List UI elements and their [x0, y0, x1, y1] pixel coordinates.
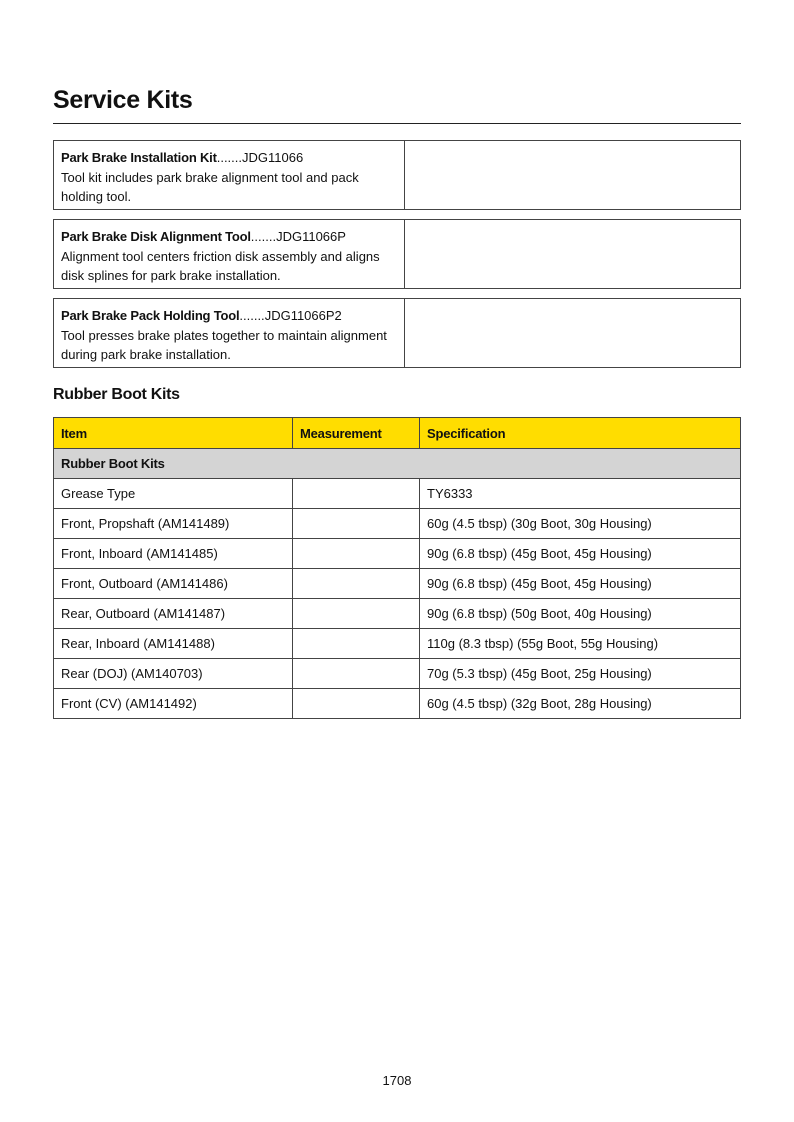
tool-part-number: JDG11066P2 — [264, 308, 342, 323]
tool-text — [54, 299, 405, 367]
cell-measurement — [293, 629, 420, 659]
cell-measurement — [293, 479, 420, 509]
tool-leader-dots: ....... — [216, 150, 243, 165]
cell-measurement — [293, 509, 420, 539]
table-group-row — [54, 449, 741, 479]
cell-measurement — [293, 689, 420, 719]
cell-measurement — [293, 599, 420, 629]
tool-name: Park Brake Disk Alignment Tool — [61, 229, 251, 244]
cell-specification: 60g (4.5 tbsp) (32g Boot, 28g Housing) — [420, 689, 741, 719]
table-row — [54, 599, 741, 629]
page-number: 1708 — [382, 1073, 412, 1088]
tool-text — [54, 141, 405, 209]
tool-part-number: JDG11066 — [242, 150, 304, 165]
cell-item: Front, Propshaft (AM141489) — [54, 509, 293, 539]
tool-name: Park Brake Installation Kit — [61, 150, 217, 165]
cell-item: Front, Inboard (AM141485) — [54, 539, 293, 569]
tool-description: Tool kit includes park brake alignment tool and pack holding tool. — [61, 169, 359, 204]
tool-image-area — [405, 220, 740, 288]
cell-specification: 90g (6.8 tbsp) (45g Boot, 45g Housing) — [420, 569, 741, 599]
table-row — [54, 689, 741, 719]
rubber-boot-spec-table — [53, 417, 741, 719]
tool-description: Tool presses brake plates together to maintain alignment during park brake installation. — [61, 327, 387, 362]
cell-measurement — [293, 569, 420, 599]
tool-box-pack-holding-tool — [53, 298, 741, 368]
tool-leader-dots: ....... — [250, 229, 277, 244]
cell-specification: 90g (6.8 tbsp) (50g Boot, 40g Housing) — [420, 599, 741, 629]
table-row — [54, 629, 741, 659]
tool-description: Alignment tool centers friction disk assembly and aligns disk splines for park brake installation. — [61, 248, 380, 283]
section-title-rubber-boot-kits: Rubber Boot Kits — [53, 386, 180, 403]
cell-specification: 70g (5.3 tbsp) (45g Boot, 25g Housing) — [420, 659, 741, 689]
table-row — [54, 569, 741, 599]
cell-specification: 60g (4.5 tbsp) (30g Boot, 30g Housing) — [420, 509, 741, 539]
header-item: Item — [54, 418, 293, 449]
table-header-row — [54, 418, 741, 449]
cell-item: Front (CV) (AM141492) — [54, 689, 293, 719]
tool-name: Park Brake Pack Holding Tool — [61, 308, 240, 323]
cell-item: Grease Type — [54, 479, 293, 509]
table-row — [54, 509, 741, 539]
cell-item: Rear (DOJ) (AM140703) — [54, 659, 293, 689]
group-label: Rubber Boot Kits — [54, 449, 741, 479]
header-measurement: Measurement — [293, 418, 420, 449]
table-row — [54, 479, 741, 509]
tool-text — [54, 220, 405, 288]
tool-leader-dots: ....... — [239, 308, 265, 323]
tool-image-area — [405, 299, 740, 367]
table-row — [54, 539, 741, 569]
cell-item: Front, Outboard (AM141486) — [54, 569, 293, 599]
cell-measurement — [293, 539, 420, 569]
table-row — [54, 659, 741, 689]
tool-box-installation-kit — [53, 140, 741, 210]
tool-part-number: JDG11066P — [276, 229, 346, 244]
cell-specification: TY6333 — [420, 479, 741, 509]
cell-measurement — [293, 659, 420, 689]
header-specification: Specification — [420, 418, 741, 449]
cell-specification: 90g (6.8 tbsp) (45g Boot, 45g Housing) — [420, 539, 741, 569]
tool-image-area — [405, 141, 740, 209]
tool-box-disk-alignment-tool — [53, 219, 741, 289]
cell-item: Rear, Outboard (AM141487) — [54, 599, 293, 629]
cell-item: Rear, Inboard (AM141488) — [54, 629, 293, 659]
title-divider — [53, 123, 741, 124]
page-title: Service Kits — [53, 86, 193, 114]
cell-specification: 110g (8.3 tbsp) (55g Boot, 55g Housing) — [420, 629, 741, 659]
